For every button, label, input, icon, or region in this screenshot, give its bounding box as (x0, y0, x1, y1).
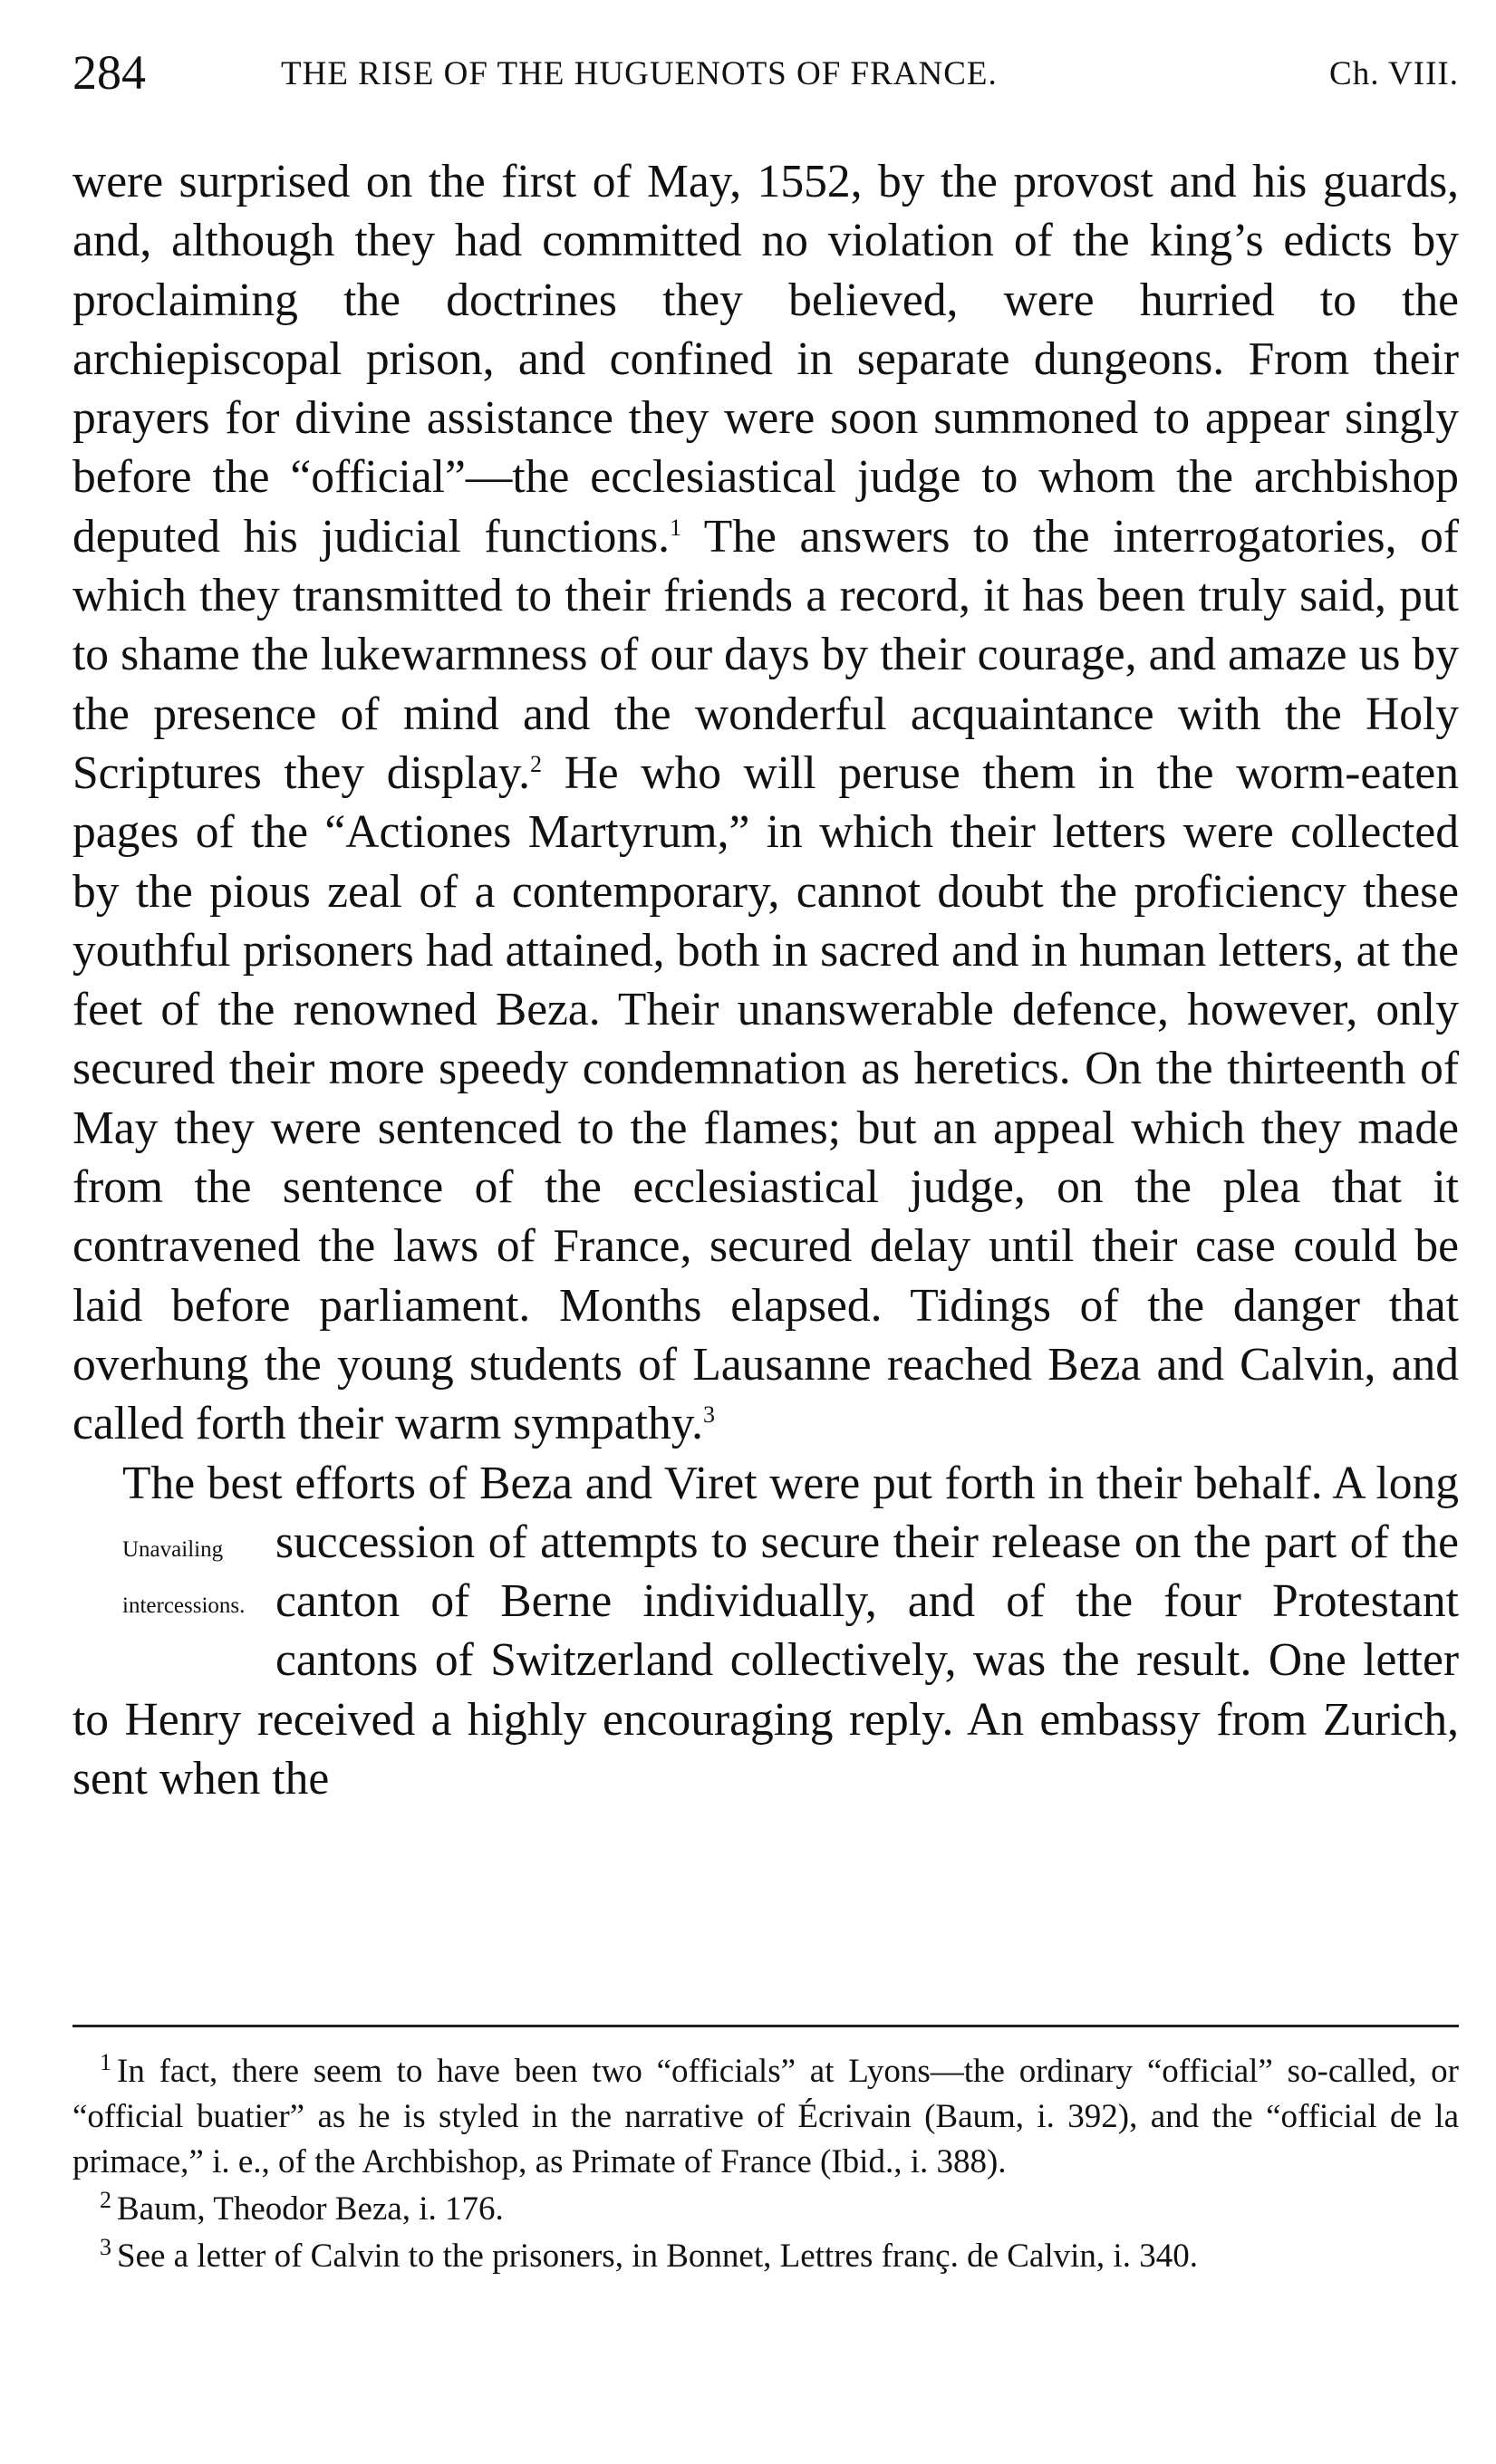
margin-note-line-1: Unavailing (122, 1536, 224, 1562)
footnote-2-text: Baum, Theodor Beza, i. 176. (117, 2190, 504, 2228)
footnote-1-number: 1 (100, 2048, 111, 2075)
paragraph-2 (72, 1454, 1459, 1809)
footnotes (72, 2049, 1459, 2281)
footnote-2 (72, 2187, 1459, 2232)
chapter-label: Ch. VIII. (1329, 55, 1459, 92)
footnote-3 (72, 2234, 1459, 2279)
page-number: 284 (72, 45, 146, 100)
footnote-ref-3: 3 (702, 1401, 715, 1429)
running-title: THE RISE OF THE HUGUENOTS OF FRANCE. (281, 55, 998, 92)
footnote-2-number: 2 (100, 2186, 111, 2213)
paragraph-1-part-c: He who will peruse them in the worm-eaten pages of the “Actiones Martyrum,” in which their letters were collected by the pious zeal of a contemporary, cannot doubt the proficiency these youthful prisoners had attained, both in sacred and in human letters, at the feet of the renowned Beza. Their unanswerable defence, however, only secured their more speedy condemnation as heretics. On the thirteenth of May they were sentenced to the flames; but an appeal which they made from the sentence of the ecclesiastical judge, on the plea that it contravened the laws of France, secured delay until their case could be laid before parliament. Months elapsed. Tidings of the danger that overhung the young students of Lausanne reached Beza and Calvin, and called forth their warm sympathy. (72, 746, 1459, 1450)
paragraph-2-part-a: The best efforts of Beza and Viret were put forth in their behalf. A long succession of attempts to secure their release (122, 1457, 1459, 1568)
margin-note-line-2: intercessions. (122, 1593, 246, 1618)
paragraph-1-part-b: The answers to the interrogatories, of which they transmitted to their friends a record, it has been truly said, put to shame the lukewarmness of our days by their courage, and amaze us by the presence of mind and the wonderful acquaintance with the Holy Scriptures they display. (72, 510, 1460, 799)
footnote-1-text: In fact, there seem to have been two “officials” at Lyons—the ordinary “official” so-called, or “official buatier” as he is styled in the narrative of Écrivain (Baum, i. 392), and the “official de la primace,” i. e., of the Archbishop, as Primate of France (Ibid., i. 388). (72, 2053, 1459, 2180)
footnote-ref-2: 2 (530, 750, 542, 777)
page-header (72, 36, 1459, 109)
footnote-ref-1: 1 (670, 514, 682, 541)
paragraph-2-part-b: on the part of the canton of Berne individually, and of the four Protestant cantons of Switzerland collectively, was the result. One letter to Henry received a highly encouraging reply. An embassy from Zurich, sent when the (72, 1516, 1459, 1805)
body-text (72, 152, 1459, 1808)
paragraph-1 (72, 152, 1459, 1454)
footnote-1 (72, 2049, 1459, 2185)
footnote-3-text: See a letter of Calvin to the prisoners, in Bonnet, Lettres franç. de Calvin, i. 340. (117, 2238, 1198, 2275)
paragraph-1-part-a: were surprised on the first of May, 1552, by the provost and his guards, and, although they had committed no violation of the king’s edicts by proclaiming the doctrines they believed, were hurried to the archiepiscopal prison, and confined in separate dungeons. From their prayers for divine assistance they were soon summoned to appear singly before the “official”—the ecclesiastical judge to whom the archbishop deputed his judicial functions. (72, 156, 1459, 563)
footnote-divider (72, 2025, 1459, 2027)
footnote-3-number: 3 (100, 2233, 111, 2260)
margin-note (72, 1522, 263, 1634)
